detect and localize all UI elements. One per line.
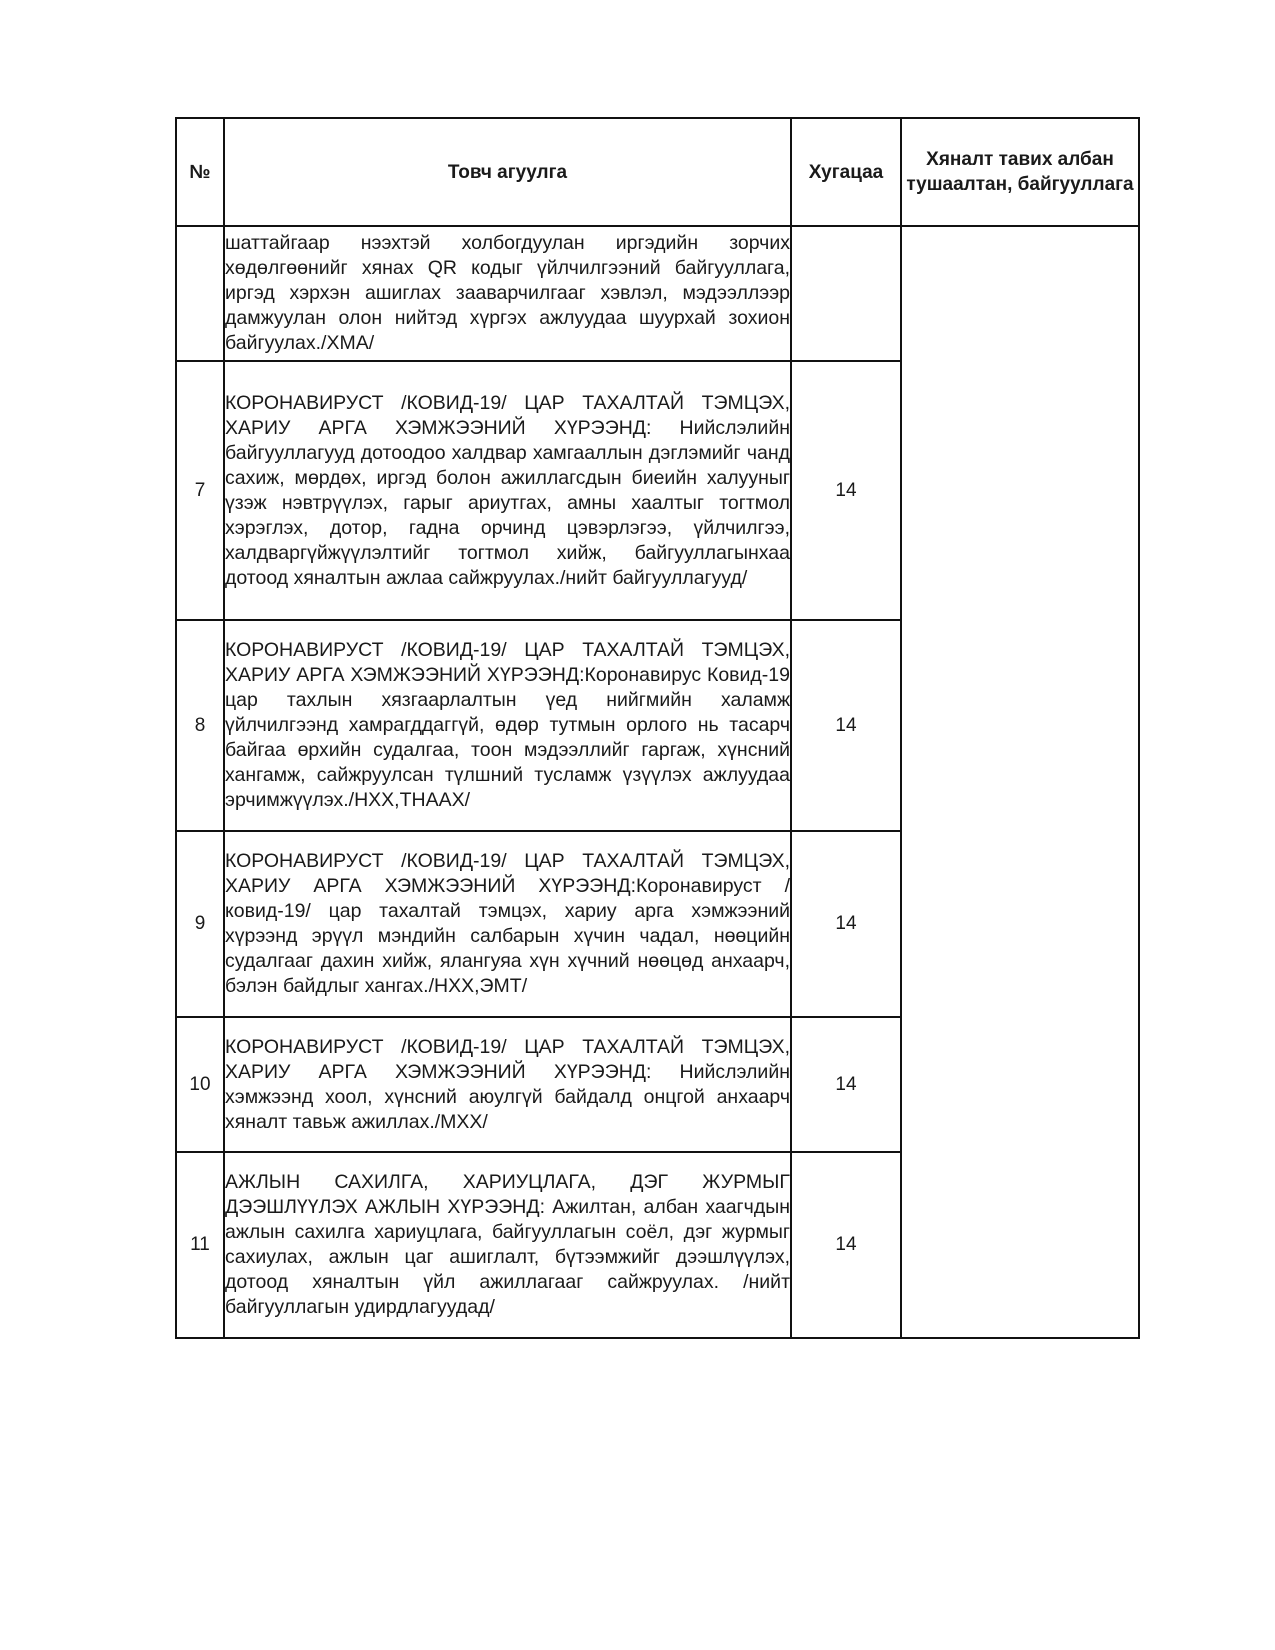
header-responsible: Хяналт тавих албан тушаалтан, байгууллага bbox=[901, 118, 1139, 226]
header-duration: Хугацаа bbox=[791, 118, 901, 226]
header-number: № bbox=[176, 118, 224, 226]
row-summary bbox=[224, 361, 791, 620]
row-number bbox=[176, 226, 224, 361]
document-table bbox=[175, 117, 1140, 1339]
row-duration: 14 bbox=[791, 1017, 901, 1152]
row-duration: 14 bbox=[791, 620, 901, 831]
row-summary-text: КОРОНАВИРУСТ /КОВИД-19/ ЦАР ТАХАЛТАЙ ТЭМЦЭХ, ХАРИУ АРГА ХЭМЖЭЭНИЙ ХҮРЭЭНД: Нийслэлийн байгууллагууд дотоодоо халдвар хамгааллын дэглэмийг чанд сахиж, мөрдөх, иргэд болон ажиллагсдын биеийн халууныг үзэж нэвтрүүлэх, гарыг ариутгах, амны хаалтыг тогтмол хэрэглэх, дотор, гадна орчинд цэвэрлэгээ, үйлчилгээ, халдваргүйжүүлэлтийг тогтмол хийж, байгууллагынхаа дотоод хяналтын ажлаа сайжруулах./нийт байгууллагууд/ bbox=[225, 391, 790, 589]
row-number: 11 bbox=[176, 1152, 224, 1338]
row-summary bbox=[224, 1152, 791, 1338]
row-number: 8 bbox=[176, 620, 224, 831]
row-summary bbox=[224, 620, 791, 831]
table-row bbox=[176, 226, 1139, 361]
row-number: 7 bbox=[176, 361, 224, 620]
row-summary bbox=[224, 831, 791, 1017]
row-summary-text: КОРОНАВИРУСТ /КОВИД-19/ ЦАР ТАХАЛТАЙ ТЭМЦЭХ, ХАРИУ АРГА ХЭМЖЭЭНИЙ ХҮРЭЭНД: Нийслэлийн хэмжээнд хоол, хүнсний аюулгүй байдалд онцгой анхаарч хяналт тавьж ажиллах./МХХ/ bbox=[225, 1035, 790, 1133]
responsible-cell bbox=[901, 226, 1139, 1338]
row-summary bbox=[224, 226, 791, 361]
header-summary: Товч агуулга bbox=[224, 118, 791, 226]
row-duration bbox=[791, 226, 901, 361]
row-summary-text: КОРОНАВИРУСТ /КОВИД-19/ ЦАР ТАХАЛТАЙ ТЭМЦЭХ, ХАРИУ АРГА ХЭМЖЭЭНИЙ ХҮРЭЭНД:Коронавирус Ковид-19 цар тахлын хязгаарлалтын үед нийгмийн халамж үйлчилгээнд хамрагддаггүй, өдөр тутмын орлого нь тасарч байгаа өрхийн судалгаа, тоон мэдээллийг гаргаж, хүнсний хангамж, сайжруулсан түлшний тусламж үзүүлэх ажлуудаа эрчимжүүлэх./НХХ,ТНААХ/ bbox=[225, 639, 790, 811]
row-summary-text: АЖЛЫН САХИЛГА, ХАРИУЦЛАГА, ДЭГ ЖУРМЫГ ДЭЭШЛҮҮЛЭХ АЖЛЫН ХҮРЭЭНД: Ажилтан, албан хаагчдын ажлын сахилга хариуцлага, байгууллагын соёл, дэг журмыг сахиулах, ажлын цаг ашиглалт, бүтээмжийг дээшлүүлэх, дотоод хяналтын үйл ажиллагааг сайжруулах. /нийт байгууллагын удирдлагуудад/ bbox=[225, 1171, 790, 1318]
row-summary-text: шаттайгаар нээхтэй холбогдуулан иргэдийн зорчих хөдөлгөөнийг хянах QR кодыг үйлчилгээний байгууллага, иргэд хэрхэн ашиглах зааварчилгааг хэвлэл, мэдээллээр дамжуулан олон нийтэд хүргэх ажлуудаа шуурхай зохион байгуулах./ХМА/ bbox=[225, 232, 790, 354]
row-number: 9 bbox=[176, 831, 224, 1017]
row-duration: 14 bbox=[791, 831, 901, 1017]
row-duration: 14 bbox=[791, 361, 901, 620]
row-number: 10 bbox=[176, 1017, 224, 1152]
row-summary bbox=[224, 1017, 791, 1152]
table-header-row bbox=[176, 118, 1139, 226]
row-summary-text: КОРОНАВИРУСТ /КОВИД-19/ ЦАР ТАХАЛТАЙ ТЭМЦЭХ, ХАРИУ АРГА ХЭМЖЭЭНИЙ ХҮРЭЭНД:Коронавируст /ковид-19/ цар тахалтай тэмцэх, хариу арга хэмжээний хүрээнд эрүүл мэндийн салбарын хүчин чадал, нөөцийн судалгааг дахин хийж, ялангуяа хүн хүчний нөөцөд анхаарч, бэлэн байдлыг хангах./НХХ,ЭМТ/ bbox=[225, 850, 790, 997]
row-duration: 14 bbox=[791, 1152, 901, 1338]
